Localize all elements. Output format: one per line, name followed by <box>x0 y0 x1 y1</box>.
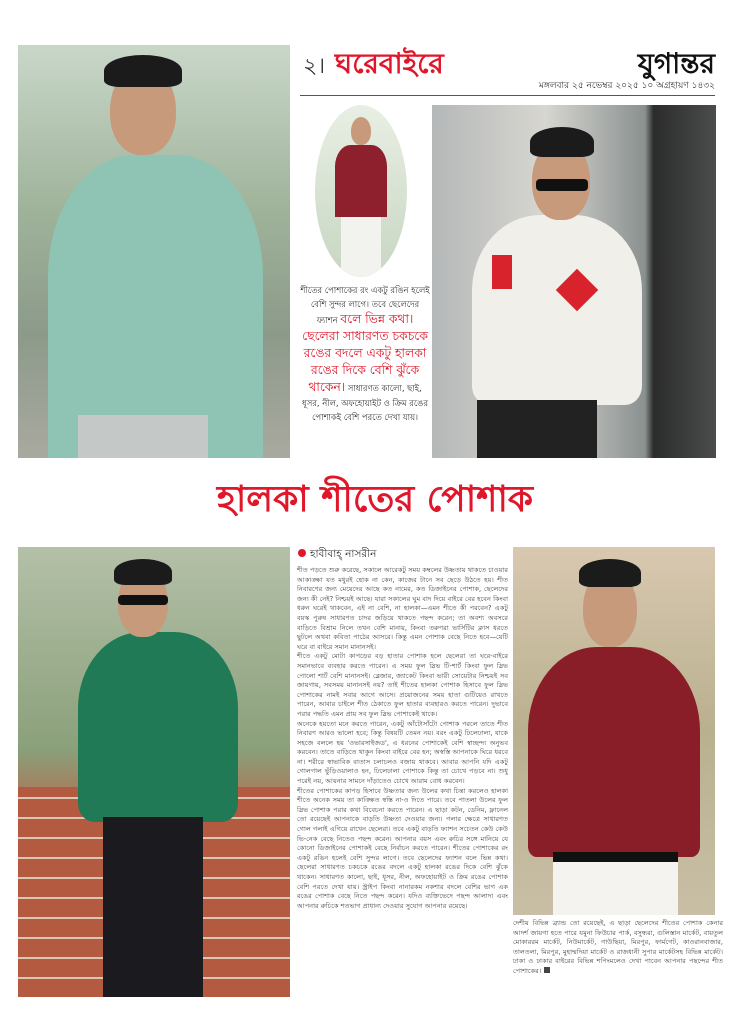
end-mark-icon <box>544 967 550 973</box>
sunglasses-shape <box>536 179 588 191</box>
article-body <box>297 566 508 911</box>
jeans-shape <box>103 817 203 997</box>
issue-date: মঙ্গলবার ২৫ নভেম্বর ২০২৫ ১০ অগ্রহায়ণ ১৪৩২ <box>538 81 715 91</box>
hair-shape <box>114 559 172 585</box>
hair-shape <box>104 55 182 87</box>
photo-model-green-tshirt <box>18 547 290 997</box>
shopping-caption <box>513 919 723 977</box>
pull-quote-intro: শীতের পোশাকের রং একটু রঙিন হলেই বেশি সুন্দর লাগে। তবে ছেলেদের ফ্যাশন <box>300 285 430 325</box>
jeans-shape <box>78 415 208 458</box>
caption-text: দেশীয় বিভিন্ন ব্র্যান্ড তো রয়েছেই, এ ছাড়া ছেলেদের শীতের পোশাক কেনার আদর্শ জায়গা হতে পারে যমুনা ফিউচার পার্ক, বসুন্ধরা, গুলিস্তান মার্কেট, বায়তুল মোকাররম মার্কেট, নিউমার্কেট, গাউছিয়া, মিরপুর, ফার্মগেট, কাওরানবাজার, তালতলা, মিরপুর, মুহাম্মদিয়া মার্কেট ও রাজধানী সুপার মার্কেটসহ বিভিন্ন মার্কেট। ঢাকা ও ঢাকার বাইরের বিভিন্ন শপিংমলেও দেখা পাবেন আপনার পছন্দের শীত পোশাকের। <box>513 919 723 975</box>
byline-dot-icon <box>298 549 306 557</box>
article-paragraph: শীতে একটু মোটা কাপড়ের বড় হাতার পোশাক হলে ছেলেরা তা ঘরে-বাইরে সমানভাবে ব্যবহার করতে পারেন। এ সময় ফুল স্লিভ টি-শার্ট কিংবা ফুল স্লিভ পোলো শার্ট বেশি মানানসই। ব্লেজার, জ্যাকেট কিংবা ভারী সোয়েটার নিশ্চয়ই সব জায়গায়, সবসময় মানানসই নয়? তাই শীতের হালকা পোশাক হিসাবে ফুল স্লিভ পোশাকের নামই সবার আগে আসে। প্রয়োজনের সময় হাতা গুটিয়েও রাখতে পারেন, আবার চাইলে শীত ঠেকাতে ফুল হাতার ব্যবহারও করতে পারেন। দুভাবে পরার পদ্ধতি এমন প্রায় সব ফুল স্লিভ পোশাকেই থাকে। <box>297 652 508 718</box>
pull-quote-outro: সাধারণত কালো, ছাই, ধূসর, নীল, অফহোয়াইট ও ক্রিম রঙের পোশাকই বেশি পরতে দেখা যায়। <box>302 383 428 422</box>
tshirt-shape <box>78 632 238 822</box>
article-paragraph: শীতের পোশাকের কাপড় হিসাবে উষ্ণতার জন্য উলের কথা চিন্তা করলেও হালকা শীতে অনেক সময় তা কাঙ্ক্ষিত স্বস্তি না-ও দিতে পারে। তবে পাতলা উলের ফুল স্লিভ পোশাক পরার কথা বিবেচনা করতে পারেন। এ ছাড়া কটন, ডেনিম, ফ্লানেল তো রয়েছেই আপনাকে বাড়তি উষ্ণতা দেওয়ার জন্য। গলার ক্ষেত্রে সাধারণত গোল গলাই এগিয়ে রাখেন ছেলেরা। তবে একটু বাড়তি ফ্যাশন সচেতন কেউ কেউ ভি-নেক বেছে নিতেও পছন্দ করেন। আপনার বয়স এবং রুচির সঙ্গে মানিয়ে যে কোনো ডিজাইনের পোশাকই বেছে নির্বাচন করতে পারেন। শীতের পোশাকের রং একটু রঙিন হলেই বেশি সুন্দর লাগে। তবে ছেলেদের ফ্যাশন বলে ভিন্ন কথা। ছেলেরা সাধারণত চকচকে রঙের বদলে একটু হালকা রঙের দিকে বেশি ঝুঁকে থাকেন। সাধারণত কালো, ছাই, ধূসর, নীল, অফহোয়াইট ও ক্রিম রঙের পোশাক বেশি পরতে দেখা যায়। স্ট্রাইপ কিংবা নানারকম নকশার বদলে বেশির ভাগ এক রঙের পোশাক বেছে নিতে পছন্দ করেন। যদিও ব্যক্তিভেদে পছন্দ আলাদা এবং আপনার রুচিকে শতভাগ প্রাধান্য দেওয়ার সুযোগ আপনার রয়েছে। <box>297 786 508 910</box>
article-paragraph: শীত পড়তে শুরু করেছে, সকালে আরেকটু সময় কম্বলের উষ্ণতায় থাকতে চাওয়ার আকাঙ্ক্ষা যত মধুরই হোক না কেন, কাজের টানে সব ছেড়ে উঠতে হয়। শীত নিবারণের জন্য মেয়েদের আছে কত নামের, কত ডিজাইনের পোশাক, ছেলেদের জন্য কী নেই? নিশ্চয়ই আছে। যারা সকালের ঘুম বাদ দিয়ে বাইরে বের হবেন কিংবা ধরুন ঘরেই থাকবেন, এই না বেশি, না হালকা—এমন শীতে কী পরবেন? একটু বয়স্ক পুরুষ সাধারণত চাদর জড়িয়ে থাকতে পছন্দ করেন; তা অবশ্য অবসরে বাড়িতে বিশ্রাম নিলে তখন বেশি মানায়, কিংবা তরুণরা ভার্সিটির ক্লাস ধরতে ছুটলে অথবা কবিতা পাঠের আসরে। কিন্তু এমন পোশাক বেছে নিতে হবে—যেটি ঘরে বা বাইরে সমান মানানসই। <box>297 566 508 651</box>
photo-model-maroon-shirt-oval <box>315 105 407 277</box>
shirt-shape <box>48 155 263 458</box>
shirt-shape <box>335 145 387 217</box>
article-headline: হালকা শীতের পোশাক <box>216 478 534 520</box>
newspaper-logo: যুগান্তর <box>637 47 715 80</box>
photo-model-green-printed-shirt <box>18 45 290 458</box>
byline <box>298 547 376 564</box>
photo-model-white-sweatshirt <box>432 105 716 458</box>
red-print-shape <box>492 255 512 289</box>
photo-model-maroon-check-shirt <box>513 547 715 915</box>
belt-shape <box>553 852 678 862</box>
sunglasses-shape <box>118 595 168 605</box>
hair-shape <box>579 559 641 587</box>
pull-quote <box>300 283 430 424</box>
pull-quote-highlight: বলে ভিন্ন কথা। ছেলেরা সাধারণত চকচকে রঙের বদলে একটু হালকা রঙের দিকে বেশি ঝুঁকে থাকেন। <box>302 312 428 394</box>
hair-shape <box>530 127 594 157</box>
section-title: ২। ঘরেবাইরে <box>303 47 444 80</box>
head-shape <box>351 117 371 145</box>
trousers-shape <box>341 217 381 277</box>
header-divider <box>300 95 715 96</box>
article-paragraph: অনেকে হয়তো মনে করতে পারেন, একটু আঁটোসাঁটো পোশাক পরলে তাতে শীত নিবারণ আরও ভালো হবে; কিন্তু বিষয়টি তেমন নয়। বরং একটু ঢিলেঢালা, যাকে সহজে বললে হয় 'ওভারসাইজড', এ ধরনের পোশাকেই বেশি স্বাচ্ছন্দ্য অনুভব করবেন। তাতে বাড়িতে থাকুন কিংবা বাইরে বের হন; অস্বস্তি আপনাকে ঘিরে ধরবে না। শরীরে স্বাভাবিক বাতাস চলাচলও বজায় থাকবে। আবার আপনি যদি একটু গোলগাল ভুঁড়িওয়ালাও হন, ঢিলেঢালা পোশাকে কিন্তু তা চোখে পড়বে না। শুধু পরেই নয়, আয়নার সামনে দাঁড়াতেও চোখে আরাম বোধ করবেন। <box>297 719 508 786</box>
shirt-shape <box>528 647 700 857</box>
sweatshirt-shape <box>472 215 642 405</box>
trousers-shape <box>553 862 678 915</box>
author-name: হাবীবাহ্ নাসরীন <box>310 548 377 560</box>
jeans-shape <box>477 400 597 458</box>
